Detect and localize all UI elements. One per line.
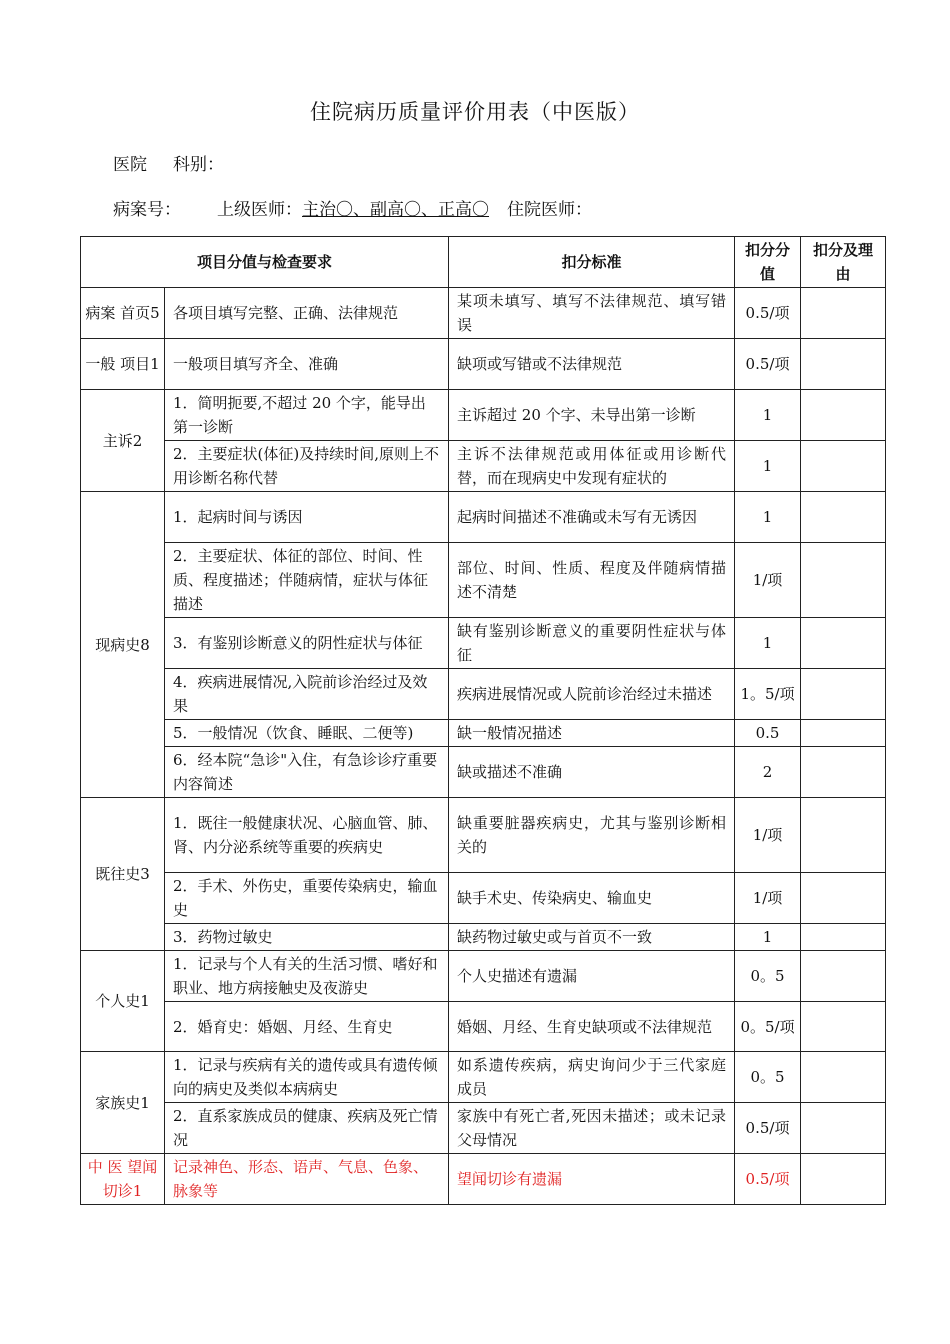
score-cell: 1 (735, 924, 801, 951)
standard-cell: 某项未填写、填写不法律规范、填写错误 (449, 288, 735, 339)
standard-cell: 如系遗传疾病，病史询问少于三代家庭成员 (449, 1052, 735, 1103)
superior-doctor-options: 主治〇、副高〇、正高〇 (302, 200, 489, 220)
category-cell: 主诉2 (81, 390, 165, 492)
header-deduct-value: 扣分分值 (735, 237, 801, 288)
score-cell: 0.5/项 (735, 288, 801, 339)
category-cell: 病案 首页5 (81, 288, 165, 339)
requirement-cell: 1．简明扼要,不超过 20 个字，能导出第一诊断 (165, 390, 449, 441)
standard-cell: 缺重要脏器疾病史，尤其与鉴别诊断相关的 (449, 798, 735, 873)
table-row (81, 1052, 886, 1103)
reason-cell[interactable] (801, 1103, 886, 1154)
standard-cell: 起病时间描述不准确或未写有无诱因 (449, 492, 735, 543)
table-row (81, 288, 886, 339)
standard-cell: 主诉不法律规范或用体征或用诊断代替，而在现病史中发现有症状的 (449, 441, 735, 492)
superior-doctor-label: 上级医师： (217, 200, 302, 220)
reason-cell[interactable] (801, 492, 886, 543)
table-row (81, 1002, 886, 1052)
reason-cell[interactable] (801, 339, 886, 390)
reason-cell[interactable] (801, 390, 886, 441)
standard-cell: 缺有鉴别诊断意义的重要阴性症状与体征 (449, 618, 735, 669)
category-cell: 一般 项目1 (81, 339, 165, 390)
table-row (81, 1154, 886, 1205)
table-row (81, 390, 886, 441)
requirement-cell: 2．直系家族成员的健康、疾病及死亡情况 (165, 1103, 449, 1154)
resident-doctor-label: 住院医师： (507, 200, 592, 220)
standard-cell: 缺一般情况描述 (449, 720, 735, 747)
category-cell: 现病史8 (81, 492, 165, 798)
reason-cell[interactable] (801, 924, 886, 951)
requirement-cell: 记录神色、形态、语声、气息、色象、脉象等 (165, 1154, 449, 1205)
category-cell: 个人史1 (81, 951, 165, 1052)
reason-cell[interactable] (801, 747, 886, 798)
requirement-cell: 3．药物过敏史 (165, 924, 449, 951)
standard-cell: 缺药物过敏史或与首页不一致 (449, 924, 735, 951)
reason-cell[interactable] (801, 1052, 886, 1103)
category-cell: 既往史3 (81, 798, 165, 951)
score-cell: 1/项 (735, 798, 801, 873)
score-cell: 0.5/项 (735, 1103, 801, 1154)
standard-cell: 个人史描述有遗漏 (449, 951, 735, 1002)
hospital-label: 医院 (113, 155, 147, 175)
evaluation-table (80, 236, 886, 1205)
score-cell: 2 (735, 747, 801, 798)
standard-cell: 望闻切诊有遗漏 (449, 1154, 735, 1205)
score-cell: 0.5/项 (735, 1154, 801, 1205)
requirement-cell: 2．婚育史：婚姻、月经、生育史 (165, 1002, 449, 1052)
category-cell: 家族史1 (81, 1052, 165, 1154)
header-item: 项目分值与检查要求 (81, 237, 449, 288)
score-cell: 0。5 (735, 1052, 801, 1103)
reason-cell[interactable] (801, 669, 886, 720)
table-row (81, 798, 886, 873)
requirement-cell: 1．起病时间与诱因 (165, 492, 449, 543)
standard-cell: 婚姻、月经、生育史缺项或不法律规范 (449, 1002, 735, 1052)
table-row (81, 951, 886, 1002)
standard-cell: 家族中有死亡者,死因未描述；或未记录父母情况 (449, 1103, 735, 1154)
score-cell: 0.5 (735, 720, 801, 747)
table-row (81, 543, 886, 618)
score-cell: 1。5/项 (735, 669, 801, 720)
standard-cell: 缺手术史、传染病史、输血史 (449, 873, 735, 924)
requirement-cell: 6．经本院“急诊"入住，有急诊诊疗重要内容简述 (165, 747, 449, 798)
score-cell: 1/项 (735, 543, 801, 618)
standard-cell: 疾病进展情况或人院前诊治经过未描述 (449, 669, 735, 720)
requirement-cell: 1．既往一般健康状况、心脑血管、肺、肾、内分泌系统等重要的疾病史 (165, 798, 449, 873)
score-cell: 1 (735, 390, 801, 441)
table-row (81, 492, 886, 543)
score-cell: 0.5/项 (735, 339, 801, 390)
standard-cell: 主诉超过 20 个字、未导出第一诊断 (449, 390, 735, 441)
score-cell: 0。5 (735, 951, 801, 1002)
requirement-cell: 2．主要症状(体征)及持续时间,原则上不用诊断名称代替 (165, 441, 449, 492)
reason-cell[interactable] (801, 441, 886, 492)
header-standard: 扣分标准 (449, 237, 735, 288)
reason-cell[interactable] (801, 798, 886, 873)
reason-cell[interactable] (801, 873, 886, 924)
requirement-cell: 2．手术、外伤史，重要传染病史，输血史 (165, 873, 449, 924)
requirement-cell: 5．一般情况（饮食、睡眠、二便等) (165, 720, 449, 747)
requirement-cell: 1．记录与个人有关的生活习惯、嗜好和职业、地方病接触史及夜游史 (165, 951, 449, 1002)
table-row (81, 618, 886, 669)
score-cell: 1 (735, 618, 801, 669)
table-row (81, 873, 886, 924)
table-row (81, 924, 886, 951)
page-title: 住院病历质量评价用表（中医版） (310, 100, 640, 124)
info-line-1 (113, 150, 250, 175)
score-cell: 1 (735, 492, 801, 543)
requirement-cell: 4．疾病进展情况,入院前诊治经过及效果 (165, 669, 449, 720)
header-deduct-reason: 扣分及理由 (801, 237, 886, 288)
table-row (81, 720, 886, 747)
requirement-cell: 3．有鉴别诊断意义的阴性症状与体征 (165, 618, 449, 669)
score-cell: 1 (735, 441, 801, 492)
table-row (81, 441, 886, 492)
table-row (81, 669, 886, 720)
table-row (81, 339, 886, 390)
score-cell: 1/项 (735, 873, 801, 924)
reason-cell[interactable] (801, 288, 886, 339)
requirement-cell: 一般项目填写齐全、准确 (165, 339, 449, 390)
reason-cell[interactable] (801, 618, 886, 669)
reason-cell[interactable] (801, 1002, 886, 1052)
standard-cell: 部位、时间、性质、程度及伴随病情描述不清楚 (449, 543, 735, 618)
reason-cell[interactable] (801, 543, 886, 618)
table-row (81, 1103, 886, 1154)
reason-cell[interactable] (801, 1154, 886, 1205)
category-cell: 中 医 望闻切诊1 (81, 1154, 165, 1205)
requirement-cell: 1．记录与疾病有关的遗传或具有遗传倾向的病史及类似本病病史 (165, 1052, 449, 1103)
requirement-cell: 2．主要症状、体征的部位、时间、性质、程度描述；伴随病情，症状与体征描述 (165, 543, 449, 618)
standard-cell: 缺或描述不准确 (449, 747, 735, 798)
info-line-2 (113, 195, 592, 220)
department-label: 科别： (173, 155, 224, 175)
standard-cell: 缺项或写错或不法律规范 (449, 339, 735, 390)
reason-cell[interactable] (801, 720, 886, 747)
reason-cell[interactable] (801, 951, 886, 1002)
case-number-label: 病案号： (113, 200, 181, 220)
score-cell: 0。5/项 (735, 1002, 801, 1052)
table-row (81, 747, 886, 798)
requirement-cell: 各项目填写完整、正确、法律规范 (165, 288, 449, 339)
